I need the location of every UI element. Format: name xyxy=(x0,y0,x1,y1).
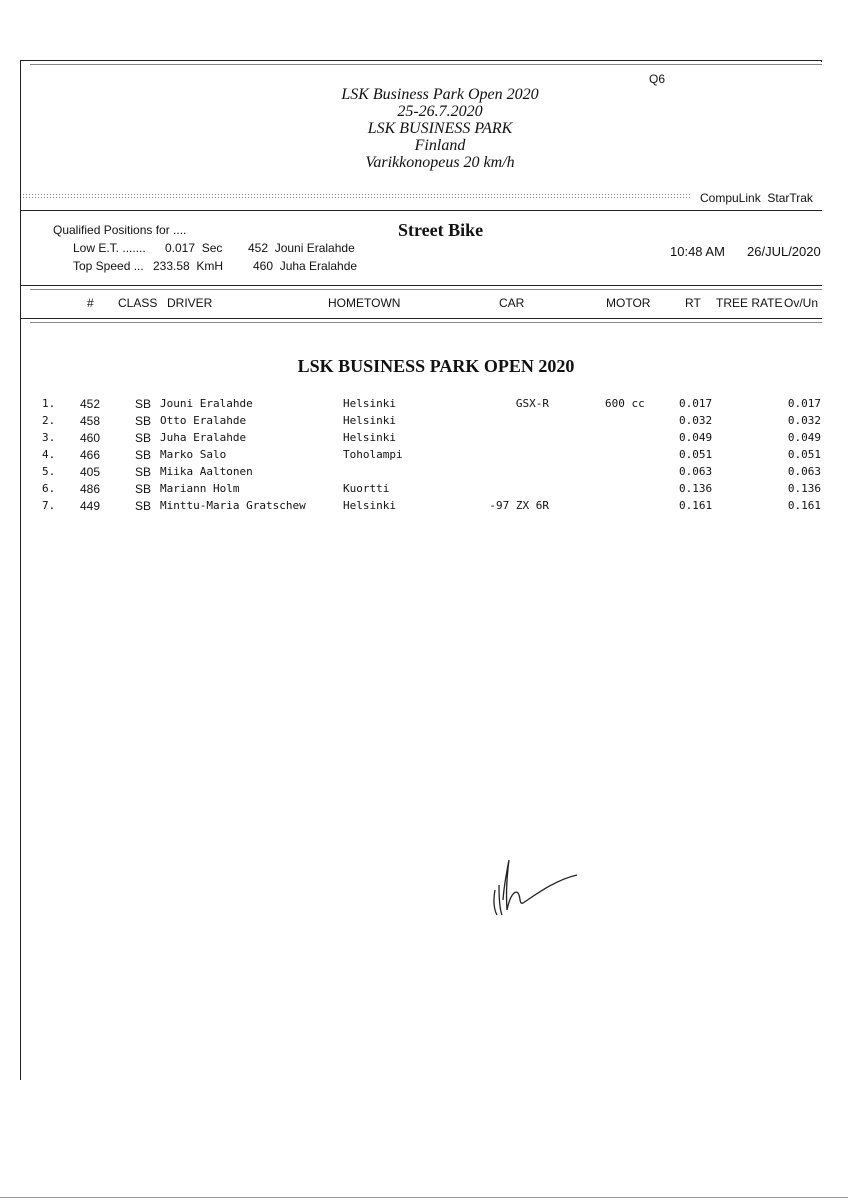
row-driver: Juha Eralahde xyxy=(160,431,247,444)
row-position: 4. xyxy=(42,448,56,461)
low-et-value: 0.017 Sec xyxy=(165,241,223,255)
header-rule xyxy=(20,210,822,211)
low-et-driver: 452 Jouni Eralahde xyxy=(248,241,355,255)
top-border-inner xyxy=(30,64,822,65)
col-class: CLASS xyxy=(118,296,158,310)
col-num: # xyxy=(87,296,94,310)
row-class: SB xyxy=(135,465,152,479)
row-hometown: Helsinki xyxy=(343,397,396,410)
top-border xyxy=(20,60,822,61)
report-code: Q6 xyxy=(649,72,666,86)
row-car: -97 ZX 6R xyxy=(489,499,549,512)
row-class: SB xyxy=(135,482,152,496)
top-speed-driver: 460 Juha Eralahde xyxy=(253,259,358,273)
row-driver: Mariann Holm xyxy=(160,482,240,495)
bottom-edge xyxy=(0,1197,848,1198)
col-rt: RT xyxy=(685,296,701,310)
row-number: 466 xyxy=(80,448,101,462)
dotted-separator xyxy=(22,193,692,200)
class-name: Street Bike xyxy=(398,220,484,240)
row-position: 6. xyxy=(42,482,56,495)
columns-rule xyxy=(20,318,822,319)
qualified-label: Qualified Positions for .... xyxy=(53,223,187,237)
top-speed-value: 233.58 KmH xyxy=(153,259,224,273)
row-class: SB xyxy=(135,448,152,462)
row-rt: 0.136 xyxy=(679,482,713,495)
table-row xyxy=(0,448,848,465)
row-hometown: Helsinki xyxy=(343,431,396,444)
table-row xyxy=(0,482,848,499)
columns-rule-inner xyxy=(30,322,822,323)
row-number: 486 xyxy=(80,482,101,496)
row-car: GSX-R xyxy=(515,397,549,410)
row-number: 449 xyxy=(80,499,101,513)
report-date: 26/JUL/2020 xyxy=(747,244,821,259)
row-driver: Minttu-Maria Gratschew xyxy=(160,499,306,512)
col-motor: MOTOR xyxy=(606,296,651,310)
row-position: 2. xyxy=(42,414,56,427)
right-margin-tick xyxy=(821,60,822,62)
event-dates: 25-26.7.2020 xyxy=(397,103,483,120)
row-hometown: Toholampi xyxy=(343,448,403,461)
event-title: LSK Business Park Open 2020 xyxy=(341,86,539,103)
table-row xyxy=(0,397,848,414)
row-position: 7. xyxy=(42,499,56,512)
pit-speed: Varikkonopeus 20 km/h xyxy=(365,154,515,171)
row-hometown: Kuortti xyxy=(343,482,390,495)
row-number: 458 xyxy=(80,414,101,428)
left-border xyxy=(20,60,21,1080)
row-class: SB xyxy=(135,499,152,513)
row-rt: 0.063 xyxy=(679,465,713,478)
table-row xyxy=(0,431,848,448)
table-row xyxy=(0,465,848,482)
table-row xyxy=(0,414,848,431)
row-position: 3. xyxy=(42,431,56,444)
row-ov-un: 0.136 xyxy=(787,482,821,495)
col-driver: DRIVER xyxy=(167,296,213,310)
row-number: 405 xyxy=(80,465,101,479)
row-driver: Otto Eralahde xyxy=(160,414,247,427)
row-number: 460 xyxy=(80,431,101,445)
low-et-label: Low E.T. ....... xyxy=(73,241,146,255)
row-position: 5. xyxy=(42,465,56,478)
row-ov-un: 0.049 xyxy=(787,431,821,444)
row-position: 1. xyxy=(42,397,56,410)
row-driver: Jouni Eralahde xyxy=(160,397,253,410)
row-class: SB xyxy=(135,414,152,428)
row-rt: 0.051 xyxy=(679,448,713,461)
system-name: CompuLink StarTrak xyxy=(700,191,813,205)
row-rt: 0.032 xyxy=(679,414,713,427)
row-ov-un: 0.017 xyxy=(787,397,821,410)
table-row xyxy=(0,499,848,516)
row-rt: 0.161 xyxy=(679,499,713,512)
col-car: CAR xyxy=(499,296,525,310)
row-hometown: Helsinki xyxy=(343,414,396,427)
summary-rule xyxy=(20,285,822,286)
signature xyxy=(485,845,585,925)
summary-rule-inner xyxy=(30,289,822,290)
col-tree-rate: TREE RATE xyxy=(716,296,783,310)
row-motor: 600 cc xyxy=(605,397,645,410)
row-class: SB xyxy=(135,431,152,445)
col-ov-un: Ov/Un xyxy=(784,296,819,310)
row-rt: 0.017 xyxy=(679,397,713,410)
event-country: Finland xyxy=(414,137,466,154)
row-class: SB xyxy=(135,397,152,411)
row-ov-un: 0.051 xyxy=(787,448,821,461)
row-ov-un: 0.032 xyxy=(787,414,821,427)
col-hometown: HOMETOWN xyxy=(328,296,401,310)
row-rt: 0.049 xyxy=(679,431,713,444)
report-time: 10:48 AM xyxy=(670,244,725,259)
section-title: LSK BUSINESS PARK OPEN 2020 xyxy=(297,356,575,376)
row-ov-un: 0.063 xyxy=(787,465,821,478)
row-driver: Miika Aaltonen xyxy=(160,465,253,478)
top-speed-label: Top Speed ... xyxy=(73,259,144,273)
row-number: 452 xyxy=(80,397,101,411)
event-venue: LSK BUSINESS PARK xyxy=(367,120,513,137)
row-hometown: Helsinki xyxy=(343,499,396,512)
row-driver: Marko Salo xyxy=(160,448,227,461)
row-ov-un: 0.161 xyxy=(787,499,821,512)
